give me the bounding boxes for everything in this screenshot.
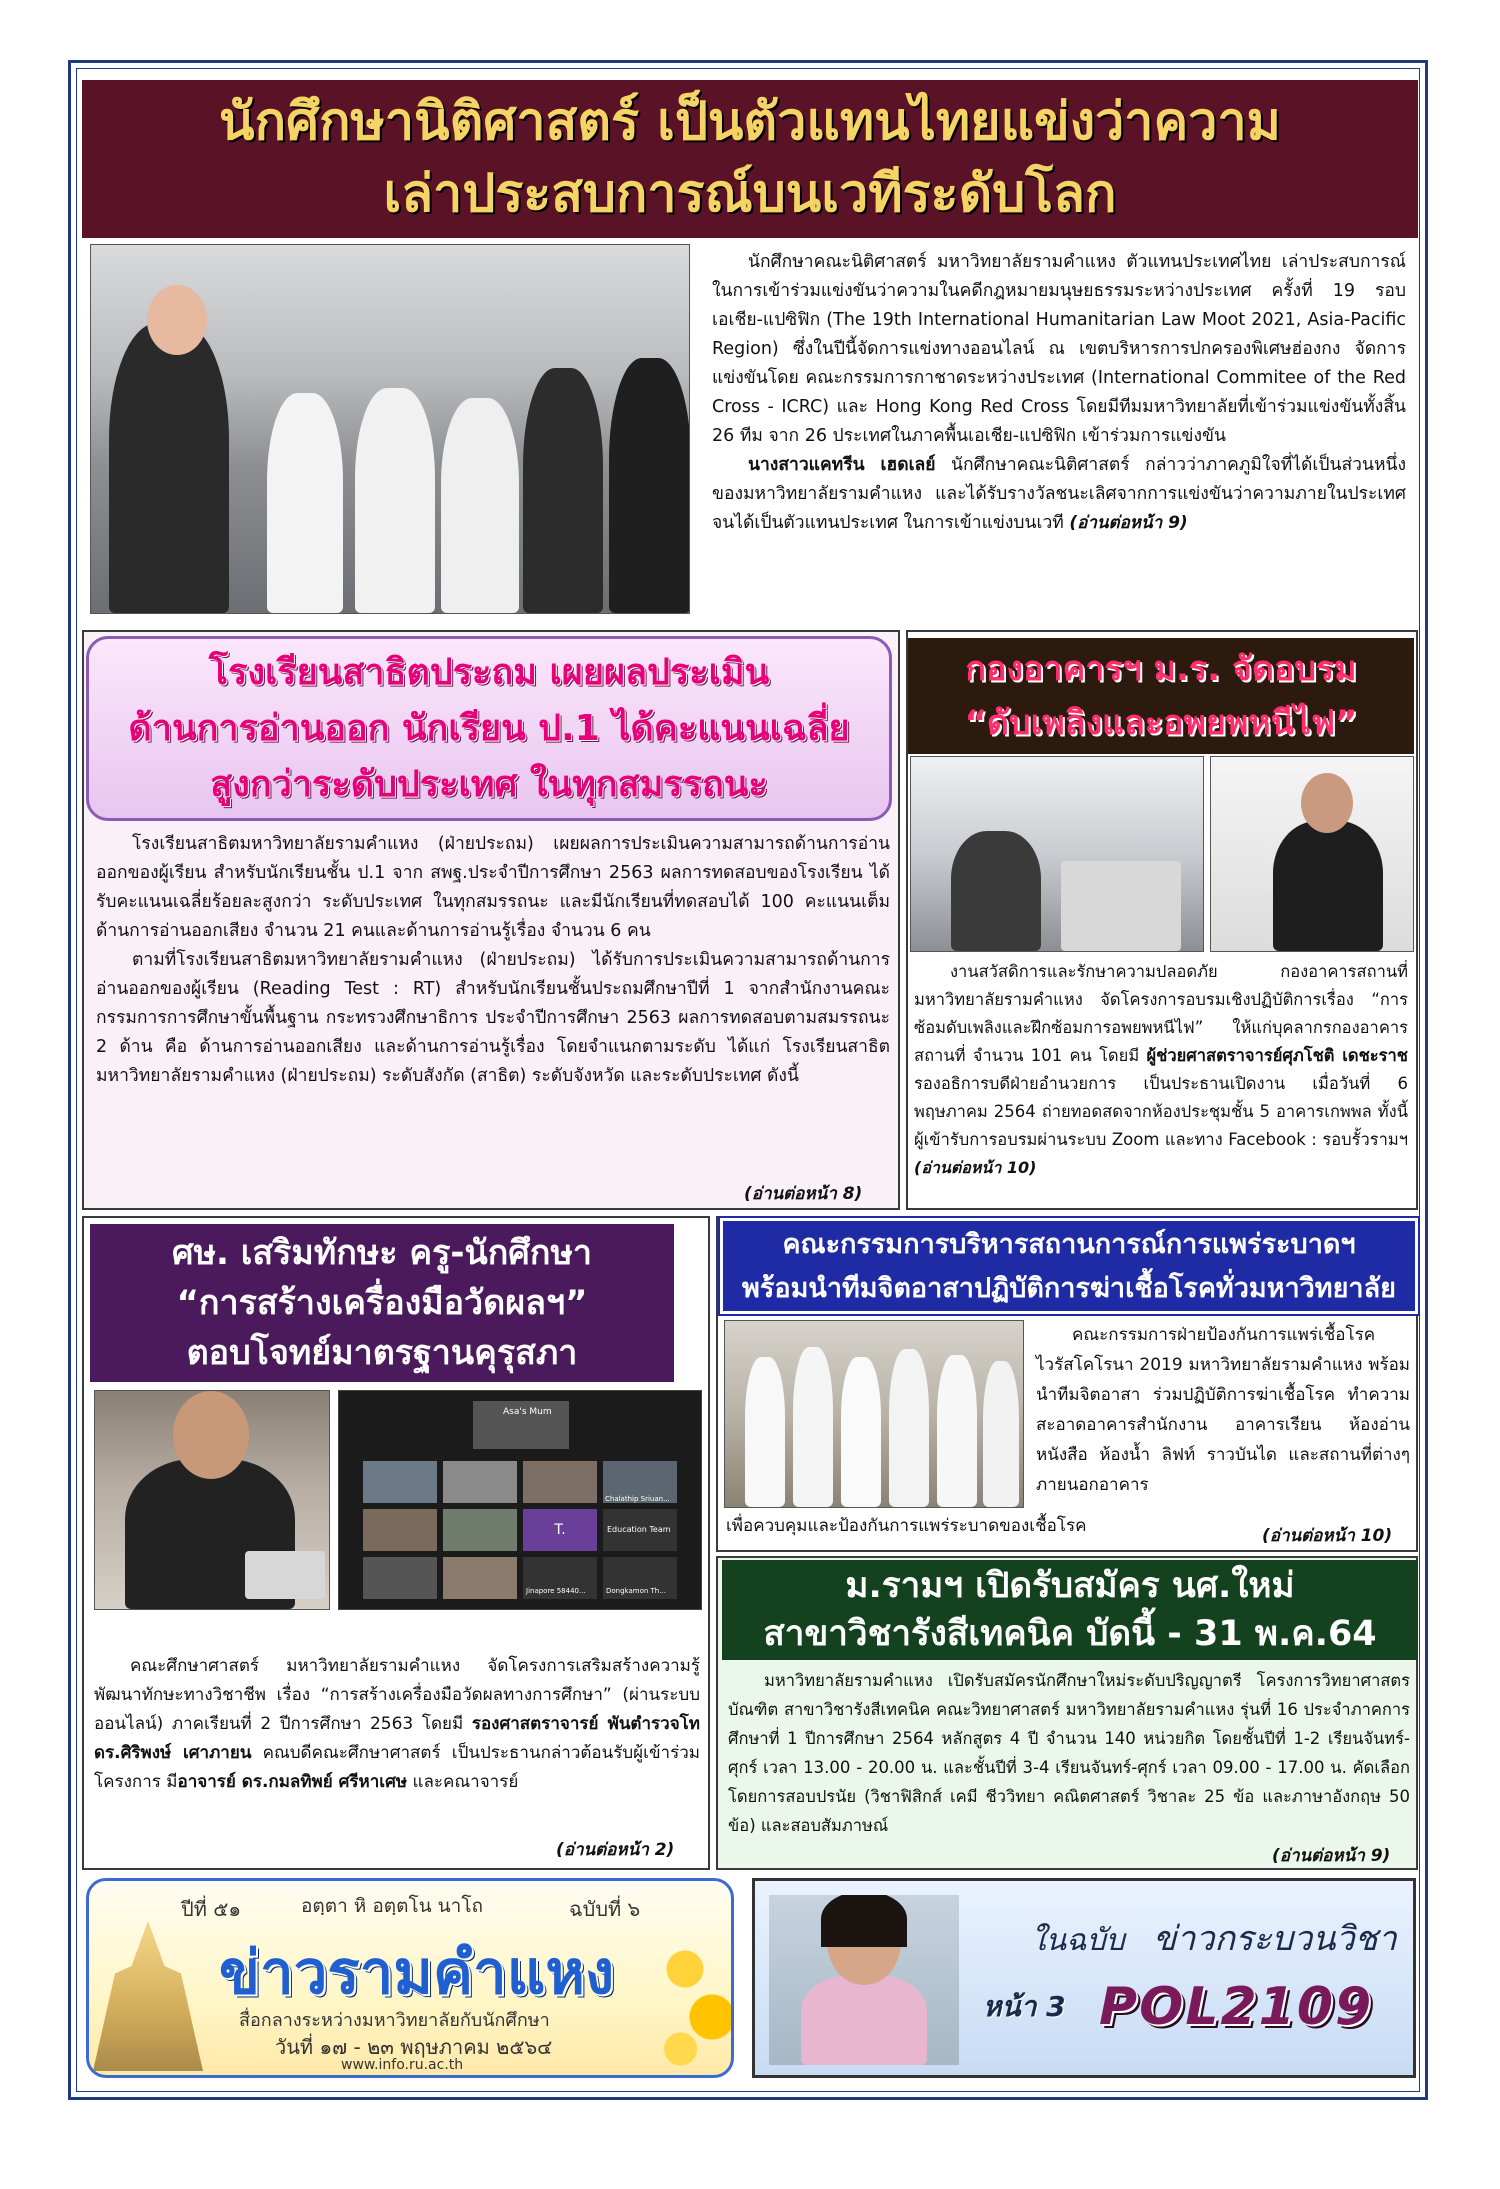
zoom-tile-10 <box>363 1557 437 1599</box>
zoom-tile-label-chalathip: Chalathip Sriuan... <box>605 1495 670 1503</box>
fire-headline-line1: กองอาคารฯ ม.ร. จัดอบรม <box>965 649 1357 689</box>
fire-article <box>914 958 1408 1182</box>
fire-headline-line2: “ดับเพลิงและอพยพหนีไฟ” <box>964 703 1358 743</box>
covid-headline-line2: พร้อมนำทีมจิตอาสาปฏิบัติการฆ่าเชื้อโรคทั่วมหาวิทยาลัย <box>742 1273 1396 1304</box>
admission-article <box>728 1666 1410 1840</box>
education-article <box>94 1652 700 1797</box>
zoom-tile-6 <box>363 1509 437 1551</box>
main-headline-line1: นักศึกษานิติศาสตร์ เป็นตัวแทนไทยแข่งว่าความ <box>219 92 1281 152</box>
main-article <box>712 248 1406 538</box>
education-headline <box>90 1224 674 1382</box>
fire-paragraph-1a: งานสวัสดิการและรักษาความปลอดภัย กองอาคารสถานที่ มหาวิทยาลัยรามคำแหง จัดโครงการอบรมเชิงปฏิบัติการเรื่อง “การซ้อมดับเพลิงและฝึกซ้อมการอพยพหนีไฟ” ให้แก่บุคลากรกองอาคารสถานที่ จำนวน 101 คน โดยมี <box>914 962 1408 1065</box>
main-continued-ref: (อ่านต่อหน้า 9) <box>1069 513 1188 533</box>
masthead-flower-decoration <box>649 1921 734 2078</box>
zoom-tile-9 <box>603 1509 677 1551</box>
zoom-tile-2 <box>363 1461 437 1503</box>
education-paragraph-1c: และคณาจารย์ <box>407 1772 519 1792</box>
zoom-tile-1 <box>473 1401 569 1449</box>
school-article <box>96 830 890 1091</box>
fire-continued-ref: (อ่านต่อหน้า 10) <box>914 1158 1037 1177</box>
school-headline-line2: ด้านการอ่านออก นักเรียน ป.1 ได้คะแนนเฉลี่ย <box>128 708 850 749</box>
education-dean-name: รองศาสตราจารย์ พันตำรวจโท ดร.ศิริพงษ์ เศาภายน <box>94 1714 700 1763</box>
main-person-name: นางสาวแคทรีน เฮดเลย์ <box>748 455 936 475</box>
education-paragraph-1a: คณะศึกษาศาสตร์ มหาวิทยาลัยรามคำแหง จัดโครงการเสริมสร้างความรู้พัฒนาทักษะทางวิชาชีพ เรื่อง “การสร้างเครื่องมือวัดผลทางการศึกษา” (ผ่านระบบออนไลน์) ภาคเรียนที่ 2 ปีการศึกษา 2563 โดยมี <box>94 1656 700 1734</box>
school-paragraph-2: ตามที่โรงเรียนสาธิตมหาวิทยาลัยรามคำแหง (ฝ่ายประถม) ได้รับการประเมินความสามารถด้านการอ่านออกของผู้เรียน (Reading Test : RT) สำหรับนักเรียนชั้นประถมศึกษาปีที่ 1 จากสำนักงานคณะกรรมการการศึกษาขั้นพื้นฐาน กระทรวงศึกษาธิการ ประจำปีการศึกษา 2563 ผลการทดสอบตามสมรรถนะ 2 ด้าน คือ ด้านการอ่านออกเสียง และด้านการอ่านรู้เรื่อง โดยจำแนกตามระดับ ได้แก่ โรงเรียนสาธิตมหาวิทยาลัยรามคำแหง (ฝ่ายประถม) ระดับสังกัด (สาธิต) ระดับจังหวัด และระดับประเทศ ดังนี้ <box>96 950 890 1086</box>
school-continued-ref: (อ่านต่อหน้า 8) <box>744 1184 863 1204</box>
inside-page-number: หน้า 3 <box>983 1990 1066 2023</box>
instructor-photo <box>769 1895 959 2065</box>
covid-continued-ref: (อ่านต่อหน้า 10) <box>1262 1526 1393 1546</box>
main-headline <box>82 80 1418 238</box>
education-lecturer-name: อาจารย์ ดร.กมลทิพย์ ศรีหาเศษ <box>177 1772 408 1792</box>
inside-label: ในฉบับ <box>1031 1923 1125 1958</box>
masthead-name: ข่าวรามคำแหง <box>219 1938 615 2008</box>
admission-headline <box>722 1560 1418 1660</box>
education-paragraph-1 <box>94 1652 700 1797</box>
fire-training-photo-1 <box>910 756 1204 952</box>
education-paragraph-1b: คณบดีคณะศึกษาศาสตร์ เป็นประธานกล่าวต้อนรับผู้เข้าร่วมโครงการ มี <box>94 1743 700 1792</box>
education-headline-line2: “การสร้างเครื่องมือวัดผลฯ” <box>176 1283 588 1323</box>
admission-headline-line2: สาขาวิชารังสีเทคนิค บัดนี้ - 31 พ.ค.64 <box>763 1614 1377 1654</box>
masthead-temple-illustration <box>93 1921 203 2071</box>
fire-person-name: ผู้ช่วยศาสตราจารย์ศุภโชติ เดชะราช <box>1146 1046 1408 1065</box>
admission-paragraph-1: มหาวิทยาลัยรามคำแหง เปิดรับสมัครนักศึกษาใหม่ระดับปริญญาตรี โครงการวิทยาศาสตรบัณฑิต สาขาวิชารังสีเทคนิค คณะวิทยาศาสตร์ มหาวิทยาลัยรามคำแหง รุ่นที่ 16 ประจำภาคการศึกษาที่ 1 ปีการศึกษา 2564 หลักสูตร 4 ปี จำนวน 140 หน่วยกิต โดยชั้นปีที่ 1-2 เรียนจันทร์-ศุกร์ เวลา 13.00 - 20.00 น. และชั้นปีที่ 3-4 เรียนจันทร์-ศุกร์ เวลา 09.00 - 17.00 น. คัดเลือกโดยการสอบปรนัย (วิชาฟิสิกส์ เคมี ชีววิทยา คณิตศาสตร์ วิชาละ 25 ข้อ และภาษาอังกฤษ 50 ข้อ) และสอบสัมภาษณ์ <box>728 1671 1410 1835</box>
zoom-meeting-screenshot <box>338 1390 702 1610</box>
main-headline-line2: เล่าประสบการณ์บนเวทีระดับโลก <box>383 164 1117 224</box>
inside-this-issue <box>752 1878 1416 2078</box>
covid-article <box>1036 1320 1410 1500</box>
zoom-tile-7 <box>443 1509 517 1551</box>
zoom-tile-12 <box>523 1557 597 1599</box>
zoom-tile-13 <box>603 1557 677 1599</box>
zoom-tile-12-name: Jinapore 58440... <box>526 1587 586 1595</box>
zoom-tile-3 <box>443 1461 517 1503</box>
school-headline-line1: โรงเรียนสาธิตประถม เผยผลประเมิน <box>208 652 770 693</box>
inside-course-code: POL2109 <box>1099 1977 1374 2037</box>
covid-paragraph-1: คณะกรรมการฝ่ายป้องกันการแพร่เชื้อโรคไวรัสโคโรนา 2019 มหาวิทยาลัยรามคำแหง พร้อมนำทีมจิตอาสา ร่วมปฏิบัติการฆ่าเชื้อโรค ทำความสะอาดอาคารสำนักงาน อาคารเรียน ห้องอ่านหนังสือ ห้องน้ำ ลิฟท์ ราวบันได และสถานที่ต่างๆ ภายนอกอาคาร <box>1036 1325 1410 1495</box>
fire-headline <box>908 638 1414 754</box>
school-headline-line3: สูงกว่าระดับประเทศ ในทุกสมรรถนะ <box>210 764 768 805</box>
main-paragraph-2 <box>712 451 1406 538</box>
masthead-date: วันที่ ๑๗ - ๒๓ พฤษภาคม ๒๕๖๔ <box>275 2035 553 2059</box>
education-continued-ref: (อ่านต่อหน้า 2) <box>556 1840 675 1860</box>
admission-headline-line1: ม.รามฯ เปิดรับสมัคร นศ.ใหม่ <box>845 1566 1295 1606</box>
masthead-year: ปีที่ ๕๑ <box>181 1897 242 1921</box>
covid-paragraph-2: เพื่อควบคุมและป้องกันการแพร่ระบาดของเชื้อโรค <box>726 1516 1087 1536</box>
zoom-tile-8: T. <box>523 1509 597 1551</box>
zoom-tile-9-name: Education Team <box>607 1525 671 1534</box>
fire-training-photo-2 <box>1210 756 1414 952</box>
fire-paragraph-1 <box>914 958 1408 1182</box>
main-photo <box>90 244 690 614</box>
covid-headline-line1: คณะกรรมการบริหารสถานการณ์การแพร่ระบาดฯ <box>782 1229 1356 1260</box>
masthead-tagline: สื่อกลางระหว่างมหาวิทยาลัยกับนักศึกษา <box>239 2010 550 2031</box>
dean-photo <box>94 1390 330 1610</box>
school-paragraph-1: โรงเรียนสาธิตมหาวิทยาลัยรามคำแหง (ฝ่ายประถม) เผยผลการประเมินความสามารถด้านการอ่านออกของผู้เรียน สำหรับนักเรียนชั้น ป.1 จาก สพฐ.ประจำปีการศึกษา 2563 ผลการทดสอบของโรงเรียน ได้รับคะแนนเฉลี่ยร้อยละสูงกว่า ระดับประเทศ ในทุกสมรรถนะ และมีนักเรียนที่ทดสอบได้ 100 คะแนนเต็ม ด้านการอ่านออกเสียง จำนวน 21 คนและด้านการอ่านรู้เรื่อง จำนวน 6 คน <box>96 834 890 941</box>
covid-team-photo <box>724 1320 1024 1508</box>
masthead-issue: ฉบับที่ ๖ <box>569 1897 641 1921</box>
zoom-tile-4 <box>523 1461 597 1503</box>
zoom-tile-13-name: Dongkamon Th... <box>606 1587 666 1595</box>
zoom-tile-11 <box>443 1557 517 1599</box>
school-headline <box>86 636 892 821</box>
zoom-tile-1-name: Asa's Mum <box>503 1407 552 1417</box>
newspaper-masthead <box>86 1878 734 2078</box>
main-paragraph-1: นักศึกษาคณะนิติศาสตร์ มหาวิทยาลัยรามคำแหง ตัวแทนประเทศไทย เล่าประสบการณ์ในการเข้าร่วมแข่งขันว่าความในคดีกฎหมายมนุษยธรรมระหว่างประเทศ ครั้งที่ 19 รอบเอเชีย-แปซิฟิก (The 19th International Humanitarian Law Moot 2021, Asia-Pacific Region) ซึ่งในปีนี้จัดการแข่งทางออนไลน์ ณ เขตบริหารการปกครองพิเศษฮ่องกง จัดการแข่งขันโดย คณะกรรมการกาชาดระหว่างประเทศ (International Commitee of the Red Cross - ICRC) และ Hong Kong Red Cross โดยมีทีมมหาวิทยาลัยที่เข้าร่วมแข่งขันทั้งสิ้น 26 ทีม จาก 26 ประเทศในภาคพื้นเอเชีย-แปซิฟิก เข้าร่วมการแข่งขัน <box>712 252 1406 446</box>
education-headline-line3: ตอบโจทย์มาตรฐานคุรุสภา <box>186 1333 578 1373</box>
education-headline-line1: ศษ. เสริมทักษะ ครู-นักศึกษา <box>172 1233 592 1273</box>
masthead-motto: อตฺตา หิ อตฺตโน นาโถ <box>301 1895 484 1917</box>
masthead-url: www.info.ru.ac.th <box>341 2057 464 2073</box>
main-paragraph-2-text: นักศึกษาคณะนิติศาสตร์ กล่าวว่าภาคภูมิใจที่ได้เป็นส่วนหนึ่งของมหาวิทยาลัยรามคำแหง และได้รับรางวัลชนะเลิศจากการแข่งขันว่าความภายในประเทศ จนได้เป็นตัวแทนประเทศ ในการเข้าแข่งบนเวที <box>712 455 1406 533</box>
covid-headline <box>720 1218 1418 1314</box>
fire-paragraph-1b: รองอธิการบดีฝ่ายอำนวยการ เป็นประธานเปิดงาน เมื่อวันที่ 6 พฤษภาคม 2564 ถ่ายทอดสดจากห้องประชุมชั้น 5 อาคารเกพพล ทั้งนี้ผู้เข้ารับการอบรมผ่านระบบ Zoom และทาง Facebook : รอบรั้วรามฯ <box>914 1074 1408 1149</box>
inside-section: ข่าวกระบวนวิชา <box>1153 1919 1397 1959</box>
admission-continued-ref: (อ่านต่อหน้า 9) <box>1272 1846 1391 1866</box>
